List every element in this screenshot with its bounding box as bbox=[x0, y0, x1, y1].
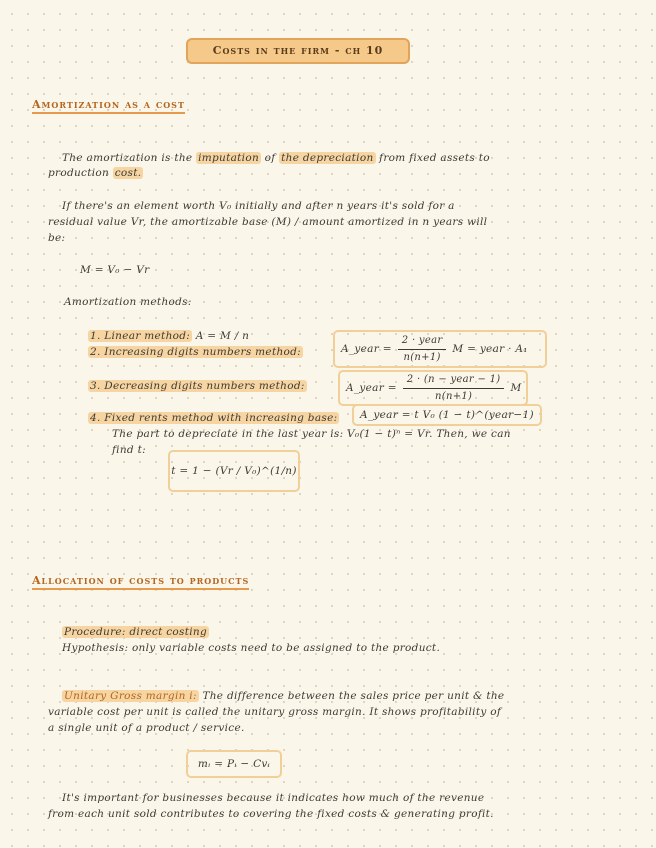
method-linear-label: 1. Linear method: bbox=[90, 330, 191, 342]
text: The difference between the sales price per unit & the bbox=[202, 690, 505, 702]
method-linear-formula: A = M / n bbox=[195, 330, 250, 342]
paragraph-element-line3: be: bbox=[48, 232, 66, 244]
method-decreasing-label: 3. Decreasing digits numbers method: bbox=[90, 380, 305, 392]
text: The amortization is the bbox=[62, 152, 193, 164]
fraction bbox=[398, 333, 447, 366]
paragraph-element-line1: If there's an element worth V₀ initially and after n years it's sold for a bbox=[62, 200, 455, 212]
formula-lhs: A_year = bbox=[341, 343, 392, 355]
text: production bbox=[48, 167, 110, 179]
method-increasing-label: 2. Increasing digits numbers method: bbox=[90, 346, 302, 358]
text: from fixed assets to bbox=[379, 152, 490, 164]
fraction-numerator: 2 · (n − year − 1) bbox=[403, 372, 505, 389]
section-heading-allocation: Allocation of costs to products bbox=[32, 574, 249, 590]
ugm-line2: variable cost per unit is called the unitary gross margin. It shows profitability of bbox=[48, 706, 502, 718]
fraction-denominator: n(n+1) bbox=[435, 390, 473, 402]
page-title: Costs in the firm - ch 10 bbox=[186, 38, 410, 64]
final-line2: from each unit sold contributes to covering the fixed costs & generating profit. bbox=[48, 808, 494, 820]
method-fixed-rents bbox=[88, 410, 339, 426]
formula-box-fixed-rents: A_year = t V₀ (1 − t)^(year−1) bbox=[352, 404, 542, 426]
highlight-cost: cost. bbox=[114, 167, 142, 179]
amortization-methods-intro: Amortization methods: bbox=[64, 296, 192, 308]
fraction-numerator: 2 · year bbox=[398, 333, 447, 350]
method-fixed-rents-label: 4. Fixed rents method with increasing base: bbox=[90, 412, 338, 424]
method-increasing-digits bbox=[88, 344, 303, 360]
formula-box-decreasing bbox=[338, 370, 528, 406]
fixed-rents-line2: The part to depreciate in the last year is: V₀(1 − t)ⁿ = Vr. Then, we can bbox=[112, 428, 511, 440]
final-line1: It's important for businesses because it indicates how much of the revenue bbox=[62, 792, 485, 804]
formula-box-ugm: mᵢ = Pᵢ − Cvᵢ bbox=[186, 750, 282, 778]
hypothesis-line: Hypothesis: only variable costs need to be assigned to the product. bbox=[62, 642, 441, 654]
text: of bbox=[264, 152, 276, 164]
ugm-label: Unitary Gross margin i: bbox=[64, 690, 197, 702]
paragraph-amortization-definition bbox=[62, 150, 622, 166]
formula-lhs: A_year = bbox=[346, 382, 397, 394]
formula-rhs: M = year · A₁ bbox=[452, 343, 528, 355]
ugm-line3: a single unit of a product / service. bbox=[48, 722, 245, 734]
highlight-depreciation: the depreciation bbox=[281, 152, 374, 164]
paragraph-amortization-definition-cont bbox=[48, 165, 143, 181]
method-linear bbox=[88, 328, 249, 344]
ugm-line1 bbox=[62, 688, 504, 704]
fixed-rents-line3: find t: bbox=[112, 444, 146, 456]
section-heading-amortization: Amortization as a cost bbox=[32, 98, 185, 114]
procedure-line bbox=[62, 624, 209, 640]
procedure-label: Procedure: direct costing bbox=[64, 626, 207, 638]
method-decreasing-digits bbox=[88, 378, 307, 394]
formula-box-increasing bbox=[333, 330, 547, 368]
formula-amortizable-base: M = V₀ − Vr bbox=[80, 264, 150, 276]
highlight-imputation: imputation bbox=[198, 152, 260, 164]
formula-rhs: M bbox=[510, 382, 522, 394]
fraction-denominator: n(n+1) bbox=[403, 351, 441, 363]
fraction bbox=[403, 372, 505, 405]
formula-box-t: t = 1 − (Vr / V₀)^(1/n) bbox=[168, 450, 300, 492]
paragraph-element-line2: residual value Vr, the amortizable base (M) / amount amortized in n years will bbox=[48, 216, 488, 228]
